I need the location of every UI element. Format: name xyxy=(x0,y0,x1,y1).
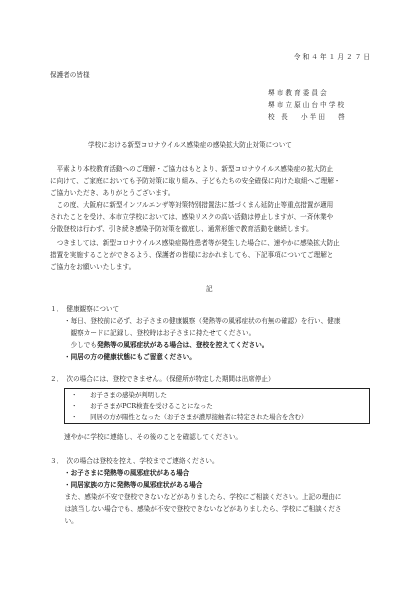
box-item: ・ 同居の方が陽性となった（お子さまが濃厚接触者に特定された場合を含む） xyxy=(71,413,308,421)
ki-mark: 記 xyxy=(206,285,213,293)
section3-line: は該当しない場合でも、感染が不安で登校できないなどがありましたら、学校にご相談くださ xyxy=(58,505,342,513)
section1-line xyxy=(64,340,268,350)
intro-line: ご協力をお願いいたします。 xyxy=(50,263,136,271)
section1-line: ・毎日、登校前に必ず、お子さまの健康観察（発熱等の風邪症状の有無の確認）を行い、健康 xyxy=(64,317,341,325)
intro-line: 分散登校は行わず、引き続き感染予防対策を徹底し、通常形態で教育活動を継続します。 xyxy=(50,225,313,233)
sender-principal: 校 長 小 半 田 啓 xyxy=(268,113,345,121)
section1-line-prefix: 少しでも xyxy=(64,341,97,349)
section1-bold-line: ・同居の方の健康状態にもご留意ください。 xyxy=(64,353,196,361)
section3-heading: ３． 次の場合は登校を控え、学校までご連絡ください。 xyxy=(50,457,219,465)
intro-line: に向けて、ご家庭においても予防対策に取り組み、子どもたちの安全確保に向けた取組へご理解・ xyxy=(50,177,341,185)
box-item: ・ お子さまがPCR検査を受けることになった xyxy=(71,402,213,410)
section3-line: また、感染が不安で登校できないなどがありましたら、学校にご相談ください。上記の理由に xyxy=(58,493,342,501)
addressee: 保護者の皆様 xyxy=(50,71,90,79)
intro-line: 措置を実施することができるよう、保護者の皆様におかれましても、下記事項についてご理解と xyxy=(50,251,334,259)
intro-line: されたことを受け、本市立学校においては、感染リスクの高い活動は停止しますが、一斉休業や xyxy=(50,213,334,221)
intro-line: この度、大阪府に新型インフルエンザ等対策特別措置法に基づくまん延防止等重点措置が適用 xyxy=(50,201,334,209)
section1-heading: １． 健康観察について xyxy=(50,305,120,313)
sender-school: 堺 市 立 原 山 台 中 学 校 xyxy=(268,101,345,109)
box-item: ・ お子さまの感染が判明した xyxy=(71,391,167,399)
section1-line: 観察カードに記録し、登校時はお子さまに持たせてください。 xyxy=(64,329,256,337)
intro-line: 平素より本校教育活動へのご理解・ご協力はもとより、新型コロナウイルス感染症の拡大防止 xyxy=(50,165,334,173)
sender-org: 堺 市 教 育 委 員 会 xyxy=(268,89,327,97)
section3-bold-line: ・同居家族の方に発熱等の風邪症状がある場合 xyxy=(64,481,203,489)
section1-bold-inline: 発熱等の風邪症状がある場合は、登校を控えてください。 xyxy=(96,341,269,349)
date: 令 和 ４ 年 １ 月 ２ ７ 日 xyxy=(293,53,370,61)
section2-note: 速やかに学校に連絡し、その後のことを確認してください。 xyxy=(64,433,243,441)
section2-heading: ２． 次の場合には、登校できません。（保健所が特定した期間は出席停止） xyxy=(50,375,275,383)
section2-box xyxy=(64,388,370,424)
document-title: 学校における新型コロナウイルス感染症の感染拡大防止対策について xyxy=(88,141,292,149)
section3-line: い。 xyxy=(58,517,78,525)
section3-bold-line: ・お子さまに発熱等の風邪症状がある場合 xyxy=(64,469,190,477)
intro-line: つきましては、新型コロナウイルス感染症陽性患者等が発生した場合に、速やかに感染拡大防止 xyxy=(50,239,340,247)
intro-line: ご協力いただき、ありがとうございます。 xyxy=(50,189,175,197)
